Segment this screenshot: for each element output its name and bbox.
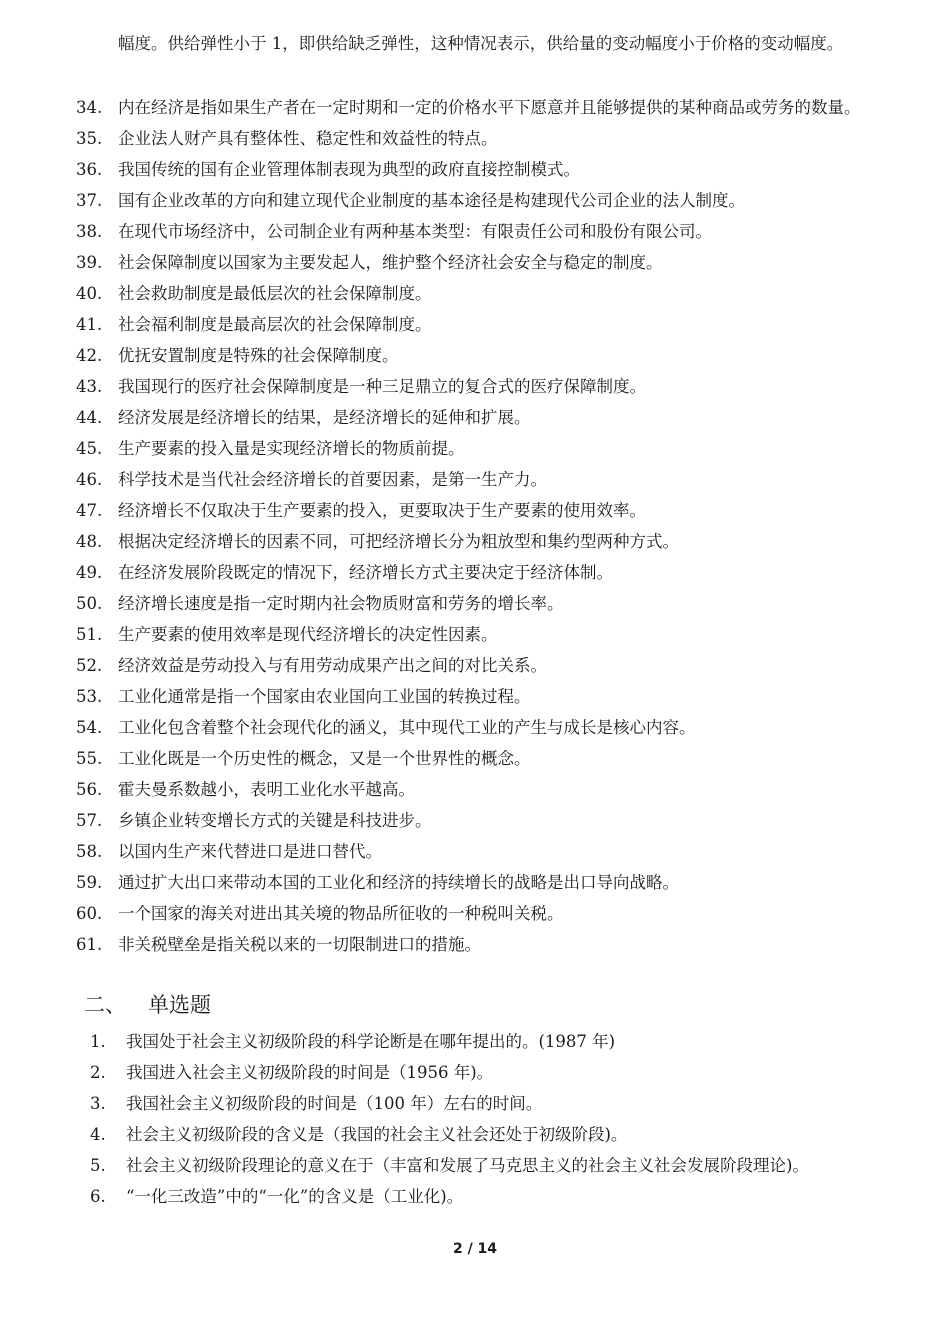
item-text: 社会主义初级阶段理论的意义在于（丰富和发展了马克思主义的社会主义社会发展阶段理论)。: [126, 1156, 809, 1175]
list-item: [0, 869, 888, 896]
item-text: 在现代市场经济中，公司制企业有两种基本类型：有限责任公司和股份有限公司。: [118, 222, 712, 241]
item-text: 社会救助制度是最低层次的社会保障制度。: [118, 284, 432, 303]
item-number: 42.: [76, 346, 103, 365]
item-text: 企业法人财产具有整体性、稳定性和效益性的特点。: [118, 129, 498, 148]
list-item: [0, 342, 888, 369]
list-item: [0, 1028, 886, 1055]
item-text: 霍夫曼系数越小，表明工业化水平越高。: [118, 780, 415, 799]
item-number: 52.: [76, 656, 103, 675]
list-item: [0, 1121, 886, 1148]
item-text: 我国进入社会主义初级阶段的时间是（1956 年)。: [126, 1063, 494, 1082]
single-choice-list: [0, 1028, 886, 1214]
list-item: [0, 466, 888, 493]
item-text: 科学技术是当代社会经济增长的首要因素，是第一生产力。: [118, 470, 547, 489]
item-text: 优抚安置制度是特殊的社会保障制度。: [118, 346, 399, 365]
item-text: 我国社会主义初级阶段的时间是（100 年）左右的时间。: [126, 1094, 543, 1113]
item-number: 58.: [76, 842, 103, 861]
section-number: 二、: [84, 993, 126, 1017]
item-number: 48.: [76, 532, 103, 551]
item-number: 50.: [76, 594, 103, 613]
item-text: 工业化包含着整个社会现代化的涵义，其中现代工业的产生与成长是核心内容。: [118, 718, 696, 737]
list-item: [0, 249, 888, 276]
item-text: 我国传统的国有企业管理体制表现为典型的政府直接控制模式。: [118, 160, 580, 179]
item-number: 43.: [76, 377, 103, 396]
item-number: 44.: [76, 408, 103, 427]
item-text: 通过扩大出口来带动本国的工业化和经济的持续增长的战略是出口导向战略。: [118, 873, 679, 892]
list-item: [0, 776, 888, 803]
item-number: 56.: [76, 780, 103, 799]
page-number: 2 / 14: [452, 1241, 498, 1257]
item-number: 6.: [90, 1187, 106, 1206]
list-item: [0, 714, 888, 741]
item-number: 39.: [76, 253, 103, 272]
list-item: [0, 218, 888, 245]
list-item: [0, 590, 888, 617]
item-number: 1.: [90, 1032, 106, 1051]
item-number: 34.: [76, 98, 103, 117]
item-number: 3.: [90, 1094, 106, 1113]
item-text: 我国处于社会主义初级阶段的科学论断是在哪年提出的。(1987 年): [126, 1032, 616, 1051]
continuation-paragraph: 幅度。供给弹性小于 1，即供给缺乏弹性，这种情况表示，供给量的变动幅度小于价格的变动幅度。: [118, 34, 844, 53]
item-text: 根据决定经济增长的因素不同，可把经济增长分为粗放型和集约型两种方式。: [118, 532, 679, 551]
list-item: [0, 435, 888, 462]
list-item: [0, 187, 888, 214]
item-number: 40.: [76, 284, 103, 303]
item-number: 4.: [90, 1125, 106, 1144]
item-number: 45.: [76, 439, 103, 458]
item-text: 以国内生产来代替进口是进口替代。: [118, 842, 382, 861]
item-text: 我国现行的医疗社会保障制度是一种三足鼎立的复合式的医疗保障制度。: [118, 377, 646, 396]
item-text: 经济效益是劳动投入与有用劳动成果产出之间的对比关系。: [118, 656, 547, 675]
list-item: [0, 311, 888, 338]
item-text: 生产要素的使用效率是现代经济增长的决定性因素。: [118, 625, 498, 644]
item-text: 经济增长速度是指一定时期内社会物质财富和劳务的增长率。: [118, 594, 564, 613]
list-item: [0, 404, 888, 431]
list-item: [0, 1090, 886, 1117]
list-item: [0, 931, 888, 958]
item-number: 2.: [90, 1063, 106, 1082]
item-text: 内在经济是指如果生产者在一定时期和一定的价格水平下愿意并且能够提供的某种商品或劳务的数量。: [118, 98, 861, 117]
item-number: 35.: [76, 129, 103, 148]
list-item: [0, 621, 888, 648]
item-text: 工业化既是一个历史性的概念，又是一个世界性的概念。: [118, 749, 531, 768]
list-item: [0, 683, 888, 710]
item-text: 工业化通常是指一个国家由农业国向工业国的转换过程。: [118, 687, 531, 706]
item-text: 生产要素的投入量是实现经济增长的物质前提。: [118, 439, 465, 458]
item-text: 社会福利制度是最高层次的社会保障制度。: [118, 315, 432, 334]
item-text: 社会主义初级阶段的含义是（我国的社会主义社会还处于初级阶段)。: [126, 1125, 628, 1144]
item-number: 59.: [76, 873, 103, 892]
list-item: [0, 280, 888, 307]
list-item: [0, 900, 888, 927]
item-number: 61.: [76, 935, 103, 954]
item-text: 非关税壁垒是指关税以来的一切限制进口的措施。: [118, 935, 481, 954]
item-text: 乡镇企业转变增长方式的关键是科技进步。: [118, 811, 432, 830]
list-item: [0, 497, 888, 524]
item-number: 51.: [76, 625, 103, 644]
item-text: 一个国家的海关对进出其关境的物品所征收的一种税叫关税。: [118, 904, 564, 923]
list-item: [0, 559, 888, 586]
section-title: 单选题: [148, 993, 211, 1017]
list-item: [0, 156, 888, 183]
list-item: [0, 125, 888, 152]
list-item: [0, 652, 888, 679]
list-item: [0, 1152, 886, 1179]
section-heading: [84, 990, 211, 1020]
list-item: [0, 1183, 886, 1210]
list-item: [0, 94, 888, 121]
item-text: 经济发展是经济增长的结果，是经济增长的延伸和扩展。: [118, 408, 531, 427]
list-item: [0, 373, 888, 400]
item-text: 社会保障制度以国家为主要发起人，维护整个经济社会安全与稳定的制度。: [118, 253, 663, 272]
item-number: 47.: [76, 501, 103, 520]
list-item: [0, 528, 888, 555]
item-number: 37.: [76, 191, 103, 210]
list-item: [0, 807, 888, 834]
item-number: 53.: [76, 687, 103, 706]
item-number: 5.: [90, 1156, 106, 1175]
item-text: 国有企业改革的方向和建立现代企业制度的基本途径是构建现代公司企业的法人制度。: [118, 191, 745, 210]
list-item: [0, 1059, 886, 1086]
list-item: [0, 838, 888, 865]
item-number: 57.: [76, 811, 103, 830]
item-number: 38.: [76, 222, 103, 241]
list-item: [0, 745, 888, 772]
item-number: 54.: [76, 718, 103, 737]
item-number: 49.: [76, 563, 103, 582]
item-number: 36.: [76, 160, 103, 179]
item-text: “一化三改造”中的“一化”的含义是（工业化)。: [126, 1187, 464, 1206]
item-number: 41.: [76, 315, 103, 334]
item-number: 55.: [76, 749, 103, 768]
item-text: 在经济发展阶段既定的情况下，经济增长方式主要决定于经济体制。: [118, 563, 613, 582]
true-false-list: [0, 94, 888, 962]
item-number: 60.: [76, 904, 103, 923]
item-text: 经济增长不仅取决于生产要素的投入，更要取决于生产要素的使用效率。: [118, 501, 646, 520]
item-number: 46.: [76, 470, 103, 489]
